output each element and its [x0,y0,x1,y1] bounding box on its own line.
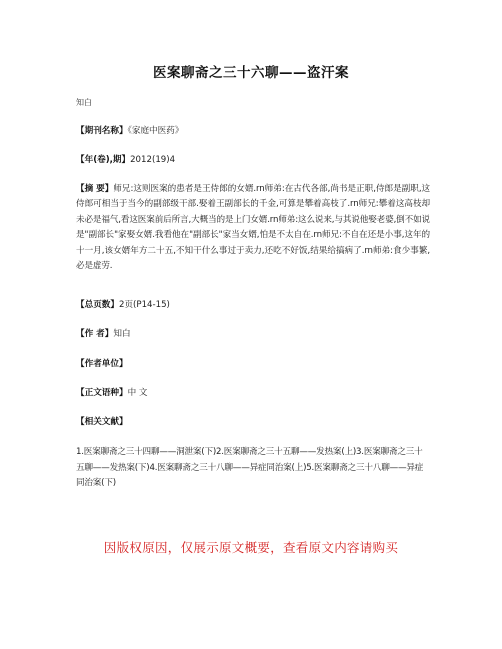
field-language [76,386,430,400]
copyright-notice[interactable]: 因版权原因，仅展示原文概要，查看原文内容请购买 [103,540,399,555]
field-abstract [76,182,430,274]
references-list[interactable]: 1.医案聊斋之三十四聊——洞泄案(下)2.医案聊斋之三十五聊——发热案(上)3.医案聊斋之三十五聊——发热案(下)4.医案聊斋之三十八聊——异症同治案(上)5.医案聊斋之三十八聊——异症同治案(下) [76,447,424,489]
field-value: 知白 [113,329,131,339]
field-author [76,327,430,341]
page-title: 医案聊斋之三十六聊——盗汗案 [153,65,349,81]
abstract-text: 师兄:这则医案的患者是王侍郎的女婿.rn师弟:在古代各部,尚书是正职,侍郎是副职,这侍郎可相当于当今的副部级干部.娶着王副部长的千金,可算是攀着高枝了.rn师兄:攀着这高枝却未必是福气,看这医案前后所言,大概当的是上门女婿.rn师弟:这么说来,与其说他娶老婆,倒不如说是"副部长"家娶女婿.我看他在"副部长"家当女婿,怕是不太自在.rn师兄:不自在还是小事,这年的十一月,该女婿年方二十五,不知干什么事过于卖力,还吃不好饭,结果给搞病了.rn师弟:食少事繁,必是虚劳. [76,184,430,272]
field-label: 【作者单位】 [76,359,128,369]
field-value: 《家庭中医药》 [127,126,184,136]
field-journal [76,124,430,138]
field-pages [76,298,430,312]
field-label: 【摘 要】 [76,184,114,194]
field-label: 【相关文献】 [76,417,128,427]
field-value: 中 文 [127,388,148,398]
field-value: 2012(19)4 [130,155,176,165]
field-label: 【正文语种】 [76,388,128,398]
field-label: 【作 者】 [76,329,114,339]
field-year-issue [76,153,430,167]
author-line: 知白 [76,98,92,107]
field-label: 【总页数】 [76,300,119,310]
field-related [76,415,430,429]
field-value: 2页(P14-15) [118,300,170,310]
field-unit [76,357,430,371]
field-label: 【期刊名称】 [76,126,128,136]
field-label: 【年(卷),期】 [76,155,131,165]
